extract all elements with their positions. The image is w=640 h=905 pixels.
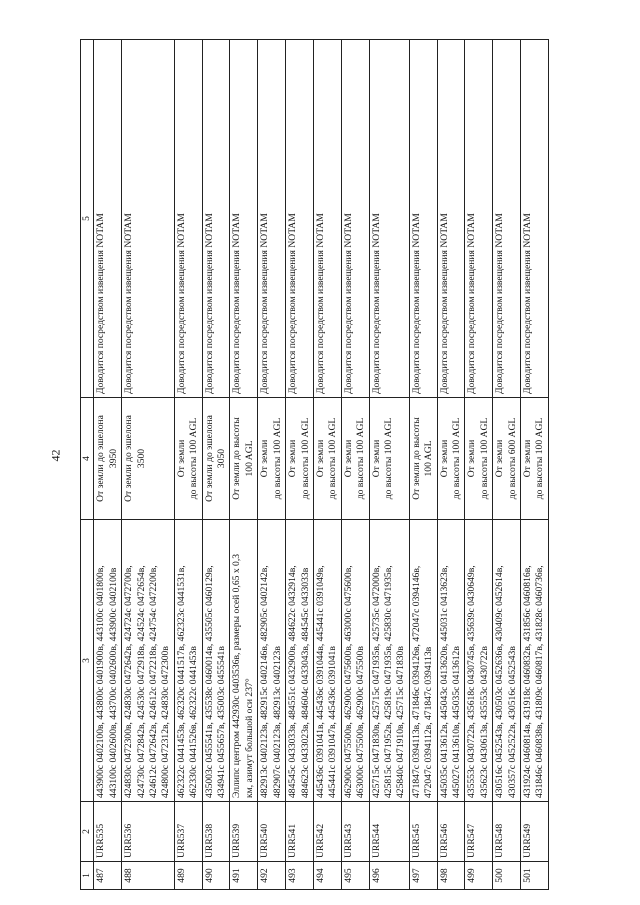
altitude-cell (341, 398, 369, 520)
column-header-5: 5 (81, 40, 94, 398)
coordinates-cell (493, 520, 521, 802)
altitude-line: От земли (466, 439, 478, 478)
altitude-cell (493, 398, 521, 520)
procedure-cell: Доводится посредством извещения NOTAM (202, 40, 230, 398)
procedure-cell: Доводится посредством извещения NOTAM (122, 40, 175, 398)
coordinates-line: 463000с 0475500в, 462900с 0475500в (355, 646, 367, 798)
table-row (174, 40, 202, 890)
altitude-line: 100 AGL (423, 440, 435, 477)
altitude-cell (174, 398, 202, 520)
table-body (94, 40, 548, 890)
procedure-cell: Доводится посредством извещения NOTAM (174, 40, 202, 398)
altitude-line: до высоты 100 AGL (327, 417, 339, 500)
coordinates-cell (286, 520, 314, 802)
altitude-cell (94, 398, 122, 520)
page-number: 42 (48, 449, 63, 462)
rotated-table-container (80, 40, 570, 890)
row-number-cell: 492 (258, 862, 286, 890)
procedure-cell: Доводится посредством извещения NOTAM (341, 40, 369, 398)
area-code-cell: URR543 (341, 802, 369, 862)
altitude-line: От земли (494, 439, 506, 478)
restricted-areas-table (80, 39, 549, 890)
coordinates-line: 445035с 0413612в, 445043с 0413620в, 445031с 0413623в, (438, 565, 450, 798)
procedure-cell: Доводится посредством извещения NOTAM (521, 40, 549, 398)
coordinates-cell (94, 520, 122, 802)
coordinates-line: 445441с 0391047в, 445436с 0391041в (327, 646, 339, 798)
coordinates-cell (341, 520, 369, 802)
column-header-1: 1 (81, 862, 94, 890)
area-code-cell: URR544 (369, 802, 409, 862)
table-row (521, 40, 549, 890)
coordinates-line: 424830с 0472300в, 424830с 0472642в, 424724с 0472700в, (123, 565, 135, 798)
coordinates-cell (202, 520, 230, 802)
area-code-cell: URR548 (493, 802, 521, 862)
altitude-line: От земли до эшелона (95, 415, 107, 502)
area-code-cell: URR537 (174, 802, 202, 862)
coordinates-cell (521, 520, 549, 802)
area-code-cell: URR535 (94, 802, 122, 862)
procedure-cell: Доводится посредством извещения NOTAM (437, 40, 465, 398)
procedure-cell: Доводится посредством извещения NOTAM (369, 40, 409, 398)
row-number-cell: 496 (369, 862, 409, 890)
coordinates-cell (313, 520, 341, 802)
coordinates-line: Эллипс центром 442930с 0403536в, размеры осей 0,65 х 0,3 (231, 553, 243, 798)
row-number-cell: 488 (122, 862, 175, 890)
coordinates-line: км, азимут большой оси 237° (243, 678, 255, 798)
area-code-cell: URR538 (202, 802, 230, 862)
coordinates-line: 484545с 0433033в, 484551с 0432900в, 484622с 0432914в, (287, 565, 299, 798)
coordinates-cell (409, 520, 437, 802)
procedure-cell: Доводится посредством извещения NOTAM (286, 40, 314, 398)
table-header-row (81, 40, 94, 890)
altitude-line: 3950 (107, 448, 119, 469)
altitude-cell (521, 398, 549, 520)
area-code-cell: URR542 (313, 802, 341, 862)
row-number-cell: 501 (521, 862, 549, 890)
altitude-cell (202, 398, 230, 520)
altitude-cell (369, 398, 409, 520)
coordinates-line: 484623с 0433023в, 484604с 0433043в, 484545с 0433033в (299, 567, 311, 798)
altitude-cell (230, 398, 258, 520)
coordinates-line: 431846с 0460838в, 431809с 0460817в, 431828с 0460736в, (534, 565, 546, 798)
altitude-line: От земли (522, 439, 533, 478)
table-row (94, 40, 122, 890)
column-header-3: 3 (81, 520, 94, 802)
row-number-cell: 493 (286, 862, 314, 890)
altitude-line: до высоты 100 AGL (271, 417, 283, 500)
table-row (313, 40, 341, 890)
table-row (258, 40, 286, 890)
altitude-cell (465, 398, 493, 520)
coordinates-line: 445436с 0391041в, 445436с 0391044в, 445441с 0391049в, (314, 565, 326, 798)
altitude-cell (313, 398, 341, 520)
altitude-line: От земли до высоты (231, 417, 243, 500)
altitude-line: От земли (314, 439, 326, 478)
altitude-line: От земли (175, 439, 187, 478)
area-code-cell: URR541 (286, 802, 314, 862)
coordinates-cell (230, 520, 258, 802)
row-number-cell: 494 (313, 862, 341, 890)
procedure-cell: Доводится посредством извещения NOTAM (230, 40, 258, 398)
coordinates-line: 430357с 0452522в, 430516с 0452543в (506, 646, 518, 798)
altitude-cell (286, 398, 314, 520)
coordinates-cell (174, 520, 202, 802)
row-number-cell: 489 (174, 862, 202, 890)
coordinates-line: 424800с 0472312в, 424830с 0472300в (160, 646, 172, 798)
altitude-line: От земли до эшелона (203, 415, 215, 502)
altitude-line: до высоты 100 AGL (450, 417, 462, 500)
coordinates-line: 425815с 0471952в, 425819с 0471935в, 425830с 0471935в, (382, 565, 394, 798)
table-row (465, 40, 493, 890)
area-code-cell: URR540 (258, 802, 286, 862)
area-code-cell: URR547 (465, 802, 493, 862)
procedure-cell: Доводится посредством извещения NOTAM (493, 40, 521, 398)
coordinates-line: 445027с 0413610в, 445035с 0413612в (450, 646, 462, 798)
procedure-cell: Доводится посредством извещения NOTAM (258, 40, 286, 398)
altitude-cell (409, 398, 437, 520)
coordinates-line: 443900с 0402100в, 443800с 0401900в, 443100с 0401800в, (95, 565, 107, 798)
coordinates-line: 435623с 0430613в, 435553с 0430722в (478, 646, 490, 798)
row-number-cell: 495 (341, 862, 369, 890)
row-number-cell: 487 (94, 862, 122, 890)
altitude-line: до высоты 100 AGL (382, 417, 394, 500)
coordinates-line: 434941с 0455657в, 435003с 0455541в (216, 646, 228, 798)
area-code-cell: URR545 (409, 802, 437, 862)
column-header-4: 4 (81, 398, 94, 520)
procedure-cell: Доводится посредством извещения NOTAM (94, 40, 122, 398)
area-code-cell: URR549 (521, 802, 549, 862)
table-row (369, 40, 409, 890)
coordinates-cell (369, 520, 409, 802)
altitude-line: От земли (438, 439, 450, 478)
coordinates-cell (437, 520, 465, 802)
altitude-line: до высоты 100 AGL (478, 417, 490, 500)
coordinates-line: 482913с 0402123в, 482915с 0402146в, 482905с 0402142в, (259, 565, 271, 798)
table-row (341, 40, 369, 890)
table-row (202, 40, 230, 890)
altitude-line: От земли (287, 439, 299, 478)
table-row (493, 40, 521, 890)
coordinates-line: 424612с 0472642в, 424612с 0472218в, 424754с 0472200в, (148, 565, 160, 798)
altitude-cell (122, 398, 175, 520)
altitude-cell (258, 398, 286, 520)
coordinates-cell (465, 520, 493, 802)
coordinates-line: 435003с 0455541в, 435538с 0460014в, 435505с 0460129в, (203, 565, 215, 798)
procedure-cell: Доводится посредством извещения NOTAM (313, 40, 341, 398)
table-row (230, 40, 258, 890)
row-number-cell: 498 (437, 862, 465, 890)
altitude-line: 100 AGL (243, 440, 255, 477)
coordinates-cell (122, 520, 175, 802)
area-code-cell: URR536 (122, 802, 175, 862)
area-code-cell: URR546 (437, 802, 465, 862)
row-number-cell: 497 (409, 862, 437, 890)
row-number-cell: 490 (202, 862, 230, 890)
row-number-cell: 500 (493, 862, 521, 890)
table-row (409, 40, 437, 890)
altitude-cell (437, 398, 465, 520)
altitude-line: 3500 (135, 448, 147, 469)
coordinates-line: 435553с 0430722в, 435618с 0430745в, 435639с 0430649в, (466, 565, 478, 798)
altitude-line: От земли до эшелона (123, 415, 135, 502)
row-number-cell: 491 (230, 862, 258, 890)
procedure-cell: Доводится посредством извещения NOTAM (465, 40, 493, 398)
row-number-cell: 499 (465, 862, 493, 890)
coordinates-line: 462322с 0441453в, 462320с 0441517в, 462323с 0441531в, (175, 565, 187, 798)
coordinates-line: 425840с 0471910в, 425715с 0471830в (395, 646, 407, 798)
altitude-line: От земли до высоты (410, 417, 422, 500)
altitude-line: до высоты 600 AGL (506, 417, 518, 500)
coordinates-cell (258, 520, 286, 802)
coordinates-line: 472047с 0394112в, 471847с 0394113в (423, 646, 435, 798)
procedure-cell: Доводится посредством извещения NOTAM (409, 40, 437, 398)
altitude-line: до высоты 100 AGL (534, 417, 546, 500)
coordinates-line: 430516с 0452543в, 430503с 0452636в, 430409с 0452614в, (494, 565, 506, 798)
altitude-line: до высоты 100 AGL (188, 417, 200, 500)
altitude-line: 3050 (216, 448, 228, 469)
table-row (286, 40, 314, 890)
altitude-line: до высоты 100 AGL (355, 417, 367, 500)
column-header-2: 2 (81, 802, 94, 862)
table-row (122, 40, 175, 890)
altitude-line: до высоты 100 AGL (299, 417, 311, 500)
coordinates-line: 462900с 0475500в, 462900с 0475600в, 463000с 0475600в, (342, 565, 354, 798)
area-code-cell: URR539 (230, 802, 258, 862)
coordinates-line: 443100с 0402600в, 443700с 0402600в, 443900с 0402100в (107, 567, 119, 798)
coordinates-line: 431924с 0460814в, 431918с 0460832в, 431856с 0460816в, (522, 565, 533, 798)
coordinates-line: 462330с 0441526в, 462322с 0441453в (188, 646, 200, 798)
altitude-line: От земли (370, 439, 382, 478)
coordinates-line: 471847с 0394113в, 471846с 0394126в, 472047с 0394146в, (410, 565, 422, 798)
coordinates-line: 425715с 0471830в, 425715с 0471935в, 425735с 0472000в, (370, 565, 382, 798)
coordinates-line: 482907с 0402123в, 482913с 0402123в (271, 646, 283, 798)
coordinates-line: 424730с 0472842в, 424530с 0472918в, 424524с 0472654в, (135, 565, 147, 798)
altitude-line: От земли (342, 439, 354, 478)
altitude-line: От земли (259, 439, 271, 478)
table-row (437, 40, 465, 890)
